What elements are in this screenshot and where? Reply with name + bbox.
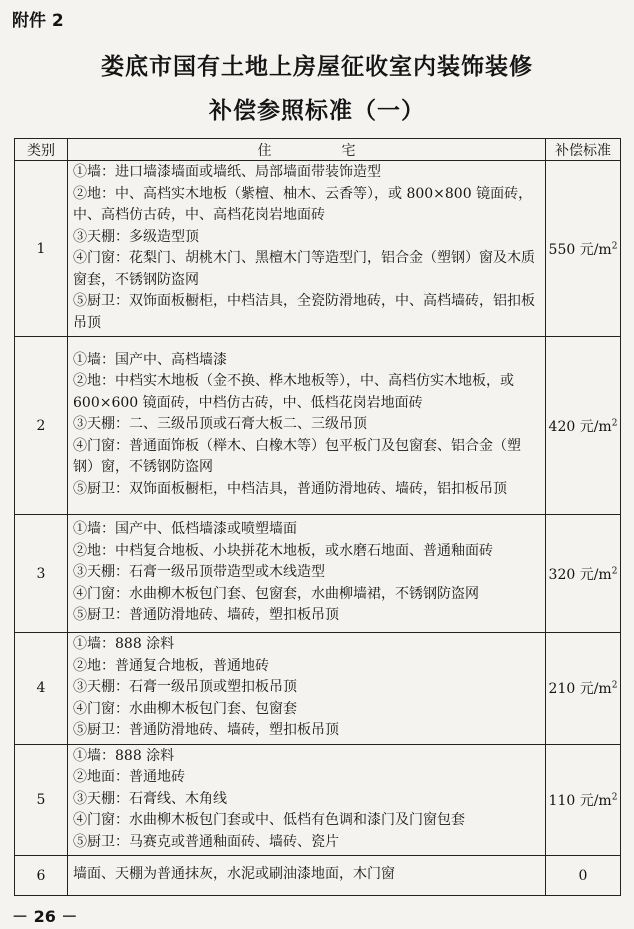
compensation-value: 320 元/m: [548, 566, 612, 583]
table-row: [15, 515, 621, 633]
list-item: ③天棚：二、三级吊顶或石膏大板二、三级吊顶: [73, 416, 367, 433]
list-item: ③天棚：石膏线、木角线: [73, 790, 227, 807]
list-item: ④门窗：水曲柳木板包门套或中、低档有色调和漆门及门窗包套: [73, 812, 465, 828]
list-item: ①墙：888 涂料: [73, 747, 175, 764]
header-compensation: 补偿标准: [546, 139, 621, 161]
table-row: [15, 856, 621, 896]
compensation-cell: [546, 337, 621, 515]
list-item: ①墙：国产中、高档墙漆: [73, 351, 227, 368]
category-cell: 2: [15, 337, 68, 515]
compensation-cell: [546, 161, 621, 337]
list-item: ②地：中档复合地板、小块拼花木地板，或水磨石地面、普通釉面砖: [73, 542, 493, 559]
table-row: [15, 337, 621, 515]
compensation-value: 420 元/m: [548, 418, 612, 435]
unit-superscript: 2: [611, 240, 618, 251]
table-row: [15, 633, 621, 745]
items-cell: [68, 161, 546, 337]
compensation-value: 0: [578, 867, 588, 884]
unit-superscript: 2: [611, 417, 618, 428]
list-item: ⑤厨卫：普通防滑地砖、墙砖，塑扣板吊顶: [73, 722, 339, 738]
compensation-cell: [546, 633, 621, 745]
table-header-row: [15, 139, 621, 161]
list-item: ③天棚：石膏一级吊顶或塑扣板吊顶: [73, 679, 297, 695]
list-item: ③天棚：多级造型顶: [73, 228, 199, 245]
list-item: ①墙：888 涂料: [73, 636, 175, 652]
header-category: 类别: [15, 139, 68, 161]
table-row: [15, 161, 621, 337]
document-title-line-2: 补偿参照标准（一）: [209, 98, 425, 124]
list-item: ④门窗：水曲柳木板包门套、包窗套，水曲柳墙裙，不锈钢防盗网: [73, 585, 479, 602]
compensation-cell: [546, 515, 621, 633]
list-item: ②地：中档实木地板（金不换、桦木地板等），中、高档仿实木地板，或 600×600 镜面砖，中档仿古砖，中、低档花岗岩地面砖: [73, 373, 514, 411]
list-item: ⑤厨卫：双饰面板橱柜，中档洁具，普通防滑地砖、墙砖，铝扣板吊顶: [73, 480, 507, 497]
compensation-value: 550 元/m: [548, 241, 612, 258]
document-title-line-1: 娄底市国有土地上房屋征收室内装饰装修: [101, 54, 533, 80]
attachment-label: 附件 2: [12, 11, 64, 31]
list-item: ④门窗：水曲柳木板包门套、包窗套: [73, 700, 297, 717]
list-item: ⑤厨卫：普通防滑地砖、墙砖，塑扣板吊顶: [73, 607, 339, 624]
items-cell: [68, 337, 546, 515]
compensation-value: 210 元/m: [548, 681, 612, 698]
list-item: ⑤厨卫：双饰面板橱柜，中档洁具，全瓷防滑地砖，中、高档墙砖，铝扣板吊顶: [73, 293, 535, 331]
category-cell: 5: [15, 744, 68, 856]
list-item: ④门窗：花梨门、胡桃木门、黑檀木门等造型门，铝合金（塑钢）窗及木质窗套，不锈钢防盗网: [73, 250, 535, 288]
items-cell: [68, 856, 546, 896]
list-item: ①墙：国产中、低档墙漆或喷塑墙面: [73, 521, 297, 538]
list-item: ②地：中、高档实木地板（紫檀、柚木、云香等），或 800×800 镜面砖，中、高档仿古砖，中、高档花岗岩地面砖: [73, 185, 533, 223]
table-body: [15, 161, 621, 896]
items-cell: [68, 633, 546, 745]
page-number: － 26 －: [12, 907, 78, 926]
compensation-cell: [546, 744, 621, 856]
unit-superscript: 2: [611, 680, 618, 691]
table-row: [15, 744, 621, 856]
category-cell: 3: [15, 515, 68, 633]
unit-superscript: 2: [611, 792, 618, 803]
header-residence: 住 宅: [68, 139, 546, 161]
list-item: ⑤厨卫：马赛克或普通釉面砖、墙砖、瓷片: [73, 833, 339, 850]
items-cell: [68, 515, 546, 633]
items-cell: [68, 744, 546, 856]
list-item: 墙面、天棚为普通抹灰，水泥或刷油漆地面，木门窗: [73, 866, 395, 883]
category-cell: 4: [15, 633, 68, 745]
list-item: ②地面：普通地砖: [73, 769, 185, 785]
list-item: ③天棚：石膏一级吊顶带造型或木线造型: [73, 564, 325, 581]
compensation-cell: [546, 856, 621, 896]
compensation-value: 110 元/m: [548, 792, 612, 809]
list-item: ④门窗：普通面饰板（榉木、白橡木等）包平板门及包窗套、铝合金（塑钢）窗，不锈钢防盗网: [73, 437, 521, 476]
list-item: ①墙：进口墙漆墙面或墙纸、局部墙面带装饰造型: [73, 164, 381, 180]
category-cell: 1: [15, 161, 68, 337]
list-item: ②地：普通复合地板，普通地砖: [73, 657, 269, 674]
unit-superscript: 2: [611, 565, 618, 576]
compensation-table: [14, 138, 621, 896]
category-cell: 6: [15, 856, 68, 896]
